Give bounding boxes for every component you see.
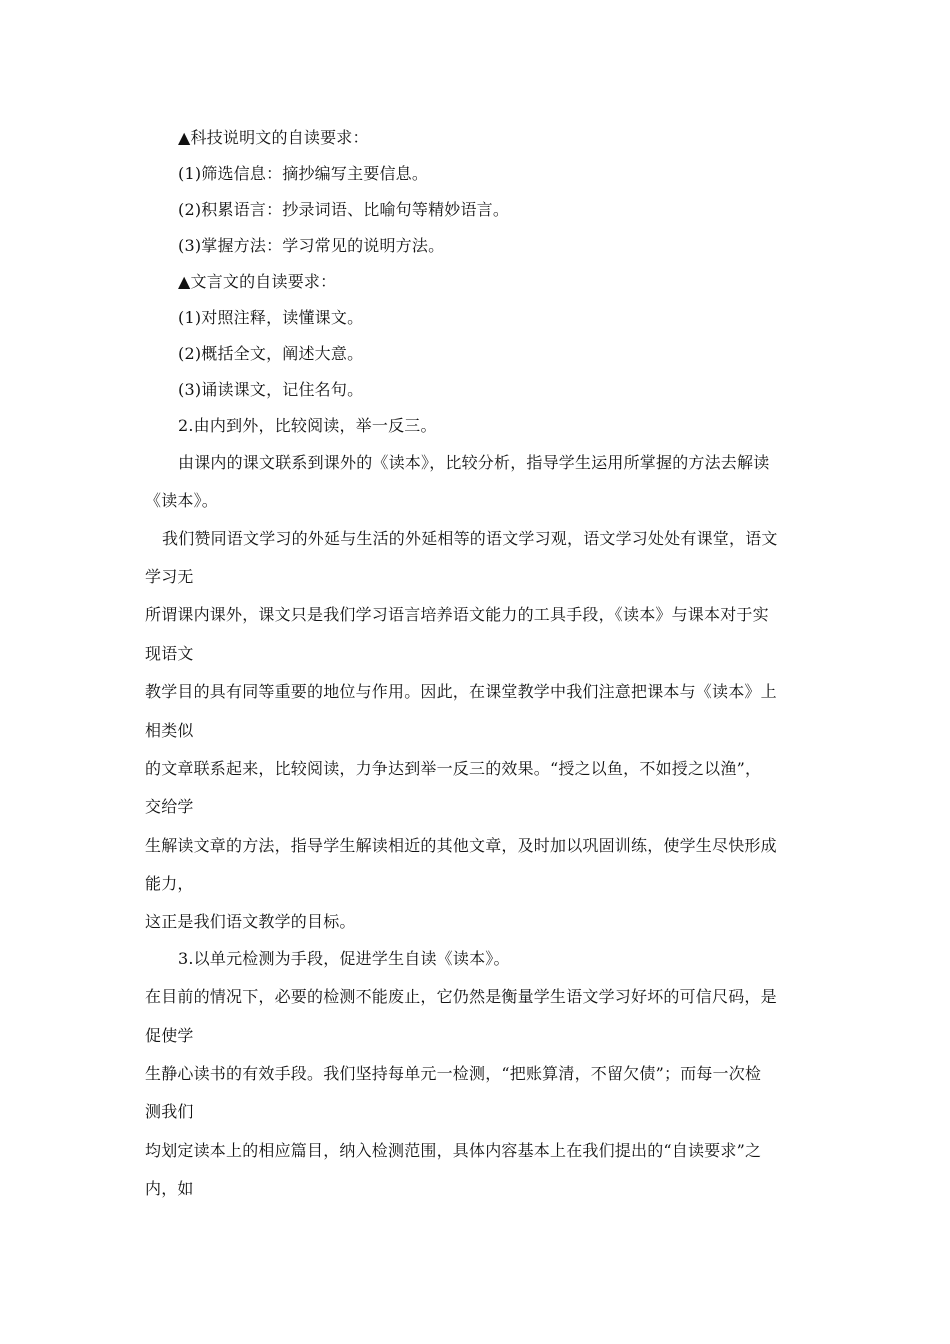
heading-classical-requirements: ▲文言文的自读要求： (178, 272, 337, 291)
text-line: (3)掌握方法：学习常见的说明方法。 (178, 236, 445, 255)
text-line: 学习无 (145, 567, 194, 586)
text-line: 教学目的具有同等重要的地位与作用。因此，在课堂教学中我们注意把课本与《读本》上 (145, 682, 777, 701)
heading-science-requirements: ▲科技说明文的自读要求： (178, 128, 369, 147)
text-line: (3)诵读课文，记住名句。 (178, 380, 364, 399)
text-line: 均划定读本上的相应篇目，纳入检测范围，具体内容基本上在我们提出的“自读要求”之 (145, 1141, 762, 1160)
text-line: (2)积累语言：抄录词语、比喻句等精妙语言。 (178, 200, 510, 219)
text-line: 生解读文章的方法，指导学生解读相近的其他文章，及时加以巩固训练，使学生尽快形成 (145, 836, 777, 855)
text-line: 《读本》。 (145, 491, 219, 510)
text-line: 生静心读书的有效手段。我们坚持每单元一检测，“把账算清，不留欠债”；而每一次检 (145, 1064, 762, 1083)
text-line: 交给学 (145, 797, 194, 816)
text-line: 现语文 (145, 644, 194, 663)
text-line: 促使学 (145, 1026, 194, 1045)
text-line: 能力， (145, 874, 194, 893)
text-line: 在目前的情况下，必要的检测不能废止，它仍然是衡量学生语文学习好坏的可信尺码，是 (145, 987, 777, 1006)
text-line: 所谓课内课外，课文只是我们学习语言培养语文能力的工具手段，《读本》与课本对于实 (145, 605, 769, 624)
text-line: 相类似 (145, 721, 194, 740)
text-line: 我们赞同语文学习的外延与生活的外延相等的语文学习观，语文学习处处有课堂，语文 (162, 529, 778, 548)
text-line: 这正是我们语文教学的目标。 (145, 912, 356, 931)
text-line: 测我们 (145, 1102, 194, 1121)
text-line: 内，如 (145, 1179, 194, 1198)
section-heading-3: 3.以单元检测为手段，促进学生自读《读本》。 (178, 949, 510, 968)
section-heading-2: 2.由内到外，比较阅读，举一反三。 (178, 416, 437, 435)
text-line: 的文章联系起来，比较阅读，力争达到举一反三的效果。“授之以鱼，不如授之以渔”， (145, 759, 762, 778)
text-line: (1)筛选信息：摘抄编写主要信息。 (178, 164, 429, 183)
text-line: (1)对照注释，读懂课文。 (178, 308, 364, 327)
text-line: (2)概括全文，阐述大意。 (178, 344, 364, 363)
text-line: 由课内的课文联系到课外的《读本》，比较分析，指导学生运用所掌握的方法去解读 (178, 453, 770, 472)
